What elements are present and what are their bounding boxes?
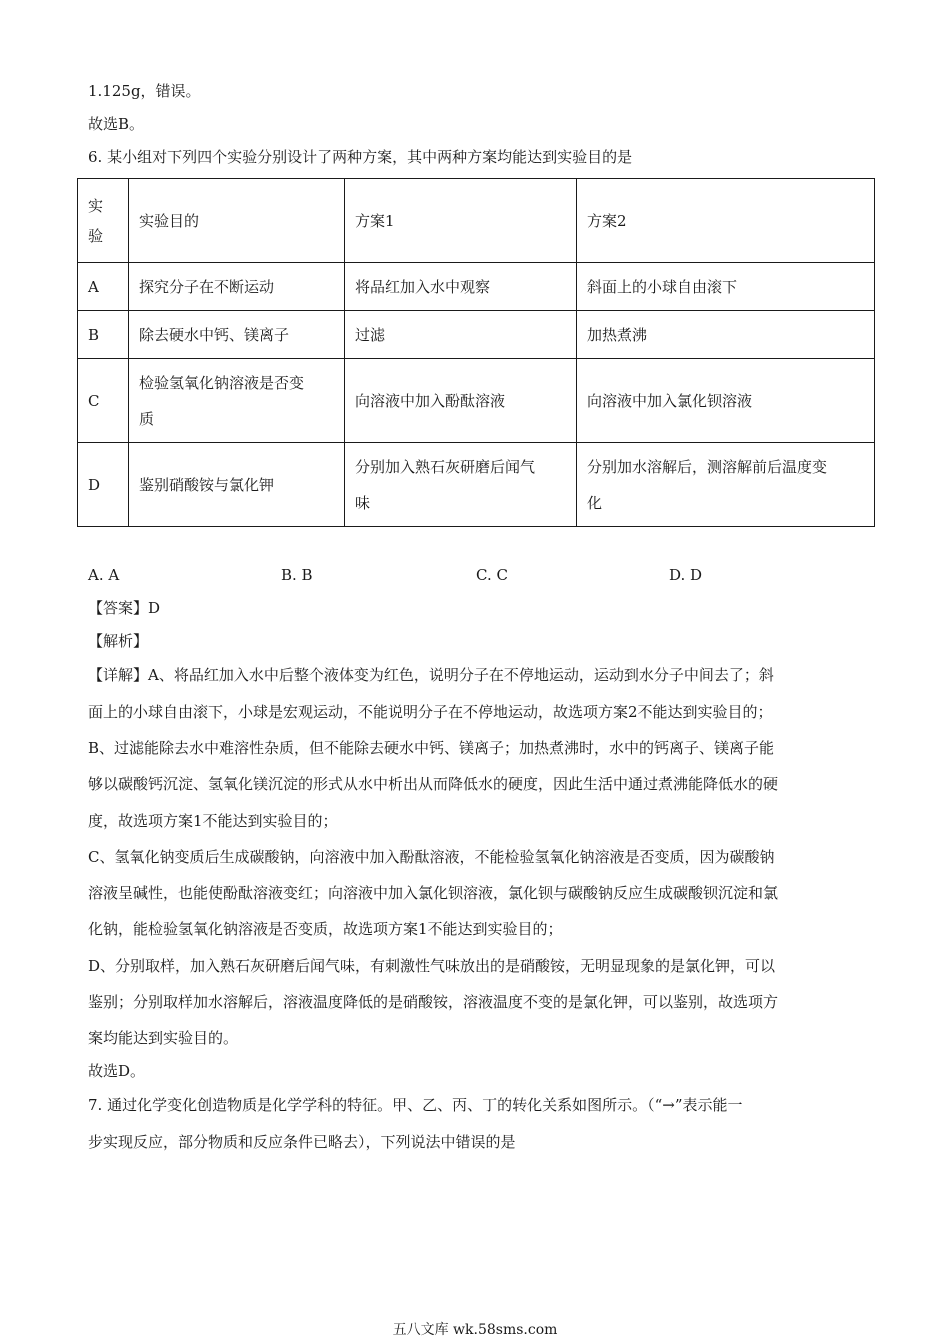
detail-line: 度，故选项方案1不能达到实验目的； [88, 812, 338, 830]
detail-line: 面上的小球自由滚下，小球是宏观运动，不能说明分子在不停地运动，故选项方案2不能达到实验目的； [88, 703, 773, 721]
row-plan2: 加热煮沸 [577, 311, 875, 359]
answer-choices [88, 564, 868, 586]
conclusion-line: 故选D。 [88, 1062, 146, 1080]
detail-line: D、分别取样，加入熟石灰研磨后闻气味，有刺激性气味放出的是硝酸铵，无明显现象的是氯化钾，可以 [88, 957, 776, 975]
detail-line: 鉴别；分别取样加水溶解后，溶液温度降低的是硝酸铵，溶液温度不变的是氯化钾，可以鉴别，故选项方 [88, 993, 779, 1011]
analysis-label: 【解析】 [88, 632, 149, 650]
question-6-stem: 6. 某小组对下列四个实验分别设计了两种方案，其中两种方案均能达到实验目的是 [88, 148, 633, 166]
row-plan1: 将品红加入水中观察 [345, 263, 577, 311]
row-id: A [78, 263, 129, 311]
choice-a: A. A [88, 566, 120, 584]
header-cell: 实 验 [78, 179, 129, 263]
table-row [78, 443, 875, 527]
header-cell: 实验目的 [129, 179, 345, 263]
text-line: 1.125g，错误。 [88, 82, 201, 100]
row-id: D [78, 443, 129, 527]
row-plan2: 向溶液中加入氯化钡溶液 [577, 359, 875, 443]
detail-line: C、氢氧化钠变质后生成碳酸钠，向溶液中加入酚酞溶液，不能检验氢氧化钠溶液是否变质，因为碳酸钠 [88, 848, 775, 866]
row-id: B [78, 311, 129, 359]
row-purpose: 鉴别硝酸铵与氯化钾 [129, 443, 345, 527]
choice-c: C. C [476, 566, 508, 584]
row-plan2: 分别加水溶解后，测溶解前后温度变 化 [577, 443, 875, 527]
table-header-row [78, 179, 875, 263]
experiment-table [77, 178, 875, 527]
detail-line: 溶液呈碱性，也能使酚酞溶液变红；向溶液中加入氯化钡溶液，氯化钡与碳酸钠反应生成碳酸钡沉淀和氯 [88, 884, 779, 902]
detail-line: 化钠，能检验氢氧化钠溶液是否变质，故选项方案1不能达到实验目的； [88, 920, 563, 938]
row-purpose: 检验氢氧化钠溶液是否变 质 [129, 359, 345, 443]
row-plan2: 斜面上的小球自由滚下 [577, 263, 875, 311]
table-row [78, 359, 875, 443]
table-row [78, 311, 875, 359]
footer-watermark: 五八文库 wk.58sms.com [392, 1322, 558, 1338]
row-purpose: 除去硬水中钙、镁离子 [129, 311, 345, 359]
header-cell: 方案2 [577, 179, 875, 263]
answer-line: 【答案】D [88, 599, 161, 617]
detail-line: 够以碳酸钙沉淀、氢氧化镁沉淀的形式从水中析出从而降低水的硬度，因此生活中通过煮沸能降低水的硬 [88, 775, 779, 793]
table-row [78, 263, 875, 311]
header-cell: 方案1 [345, 179, 577, 263]
detail-line: 【详解】A、将品红加入水中后整个液体变为红色，说明分子在不停地运动，运动到水分子中间去了；斜 [88, 666, 774, 684]
detail-line: 案均能达到实验目的。 [88, 1029, 239, 1047]
row-id: C [78, 359, 129, 443]
row-plan1: 过滤 [345, 311, 577, 359]
row-plan1: 分别加入熟石灰研磨后闻气 味 [345, 443, 577, 527]
question-7-stem: 步实现反应，部分物质和反应条件已略去），下列说法中错误的是 [88, 1133, 516, 1151]
question-7-stem: 7. 通过化学变化创造物质是化学学科的特征。甲、乙、丙、丁的转化关系如图所示。（“→”表示能一 [88, 1096, 743, 1114]
row-plan1: 向溶液中加入酚酞溶液 [345, 359, 577, 443]
detail-line: B、过滤能除去水中难溶性杂质，但不能除去硬水中钙、镁离子；加热煮沸时，水中的钙离子、镁离子能 [88, 739, 775, 757]
text-line: 故选B。 [88, 115, 145, 133]
choice-b: B. B [281, 566, 313, 584]
row-purpose: 探究分子在不断运动 [129, 263, 345, 311]
choice-d: D. D [669, 566, 703, 584]
